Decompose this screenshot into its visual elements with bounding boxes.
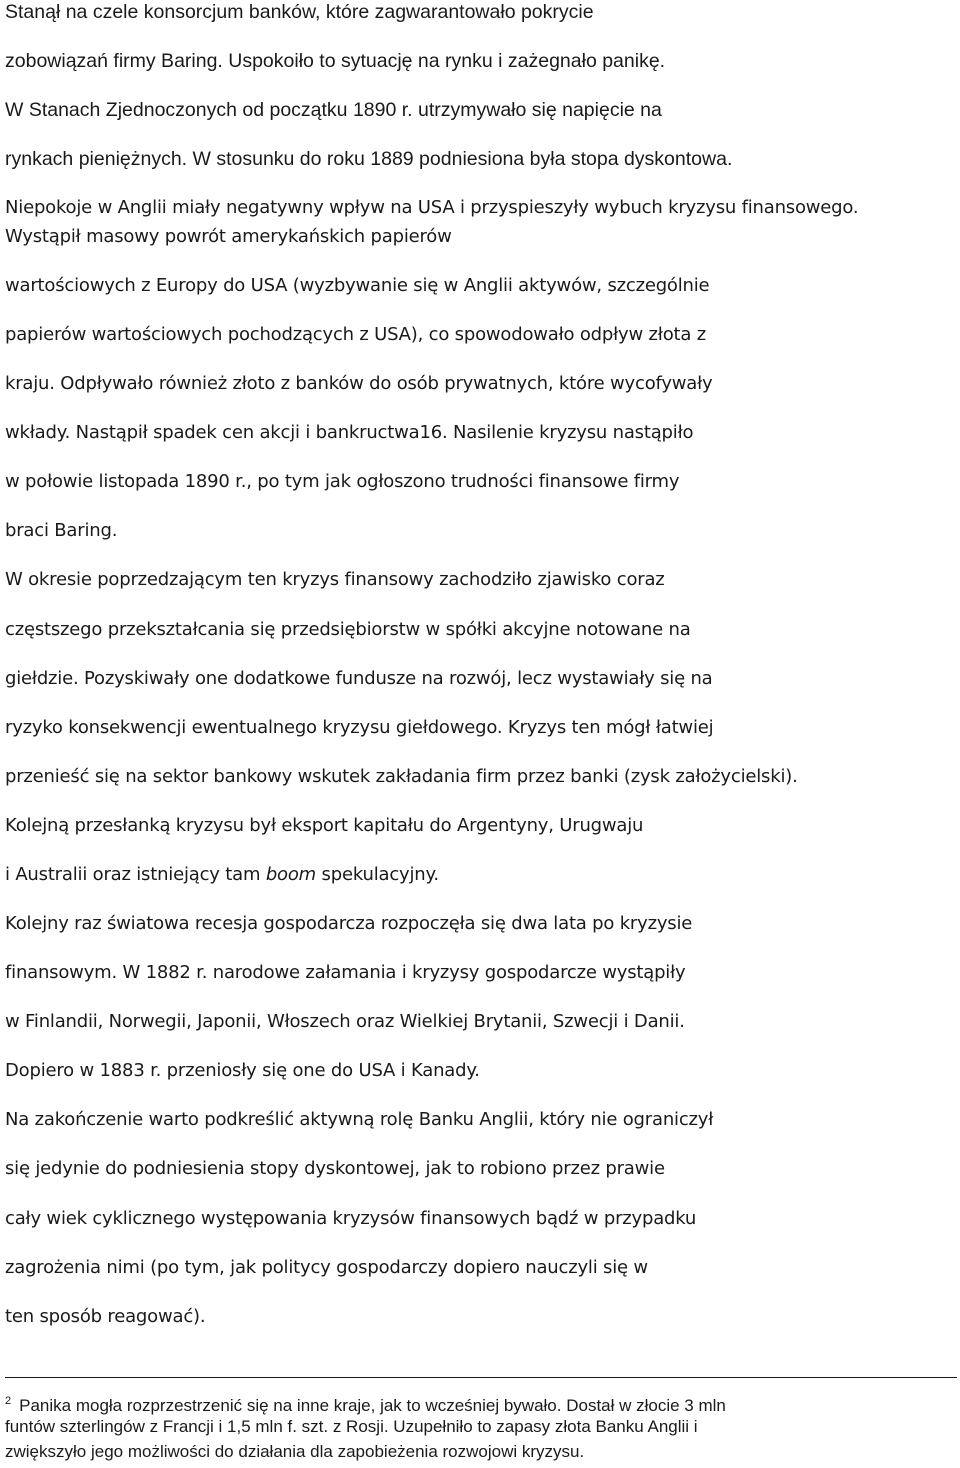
body-line-22: w Finlandii, Norwegii, Japonii, Włoszech oraz Wielkiej Brytanii, Szwecji i Danii.	[5, 1011, 685, 1032]
body-line-8: papierów wartościowych pochodzących z USA), co spowodowało odpływ złota z	[5, 324, 706, 345]
body-line-6: Wystąpił masowy powrót amerykańskich papierów	[5, 226, 452, 247]
body-line-14: częstszego przekształcania się przedsiębiorstw w spółki akcyjne notowane na	[5, 619, 691, 640]
body-line-26: cały wiek cyklicznego występowania kryzysów finansowych bądź w przypadku	[5, 1208, 697, 1229]
body-line-17: przenieść się na sektor bankowy wskutek zakładania firm przez banki (zysk założycielski).	[5, 766, 798, 787]
body-line-28: ten sposób reagować).	[5, 1306, 206, 1327]
footnote-line-1-text: Panika mogła rozprzestrzenić się na inne kraje, jak to wcześniej bywało. Dostał w złocie 3 mln	[19, 1396, 726, 1415]
body-line-4: rynkach pieniężnych. W stosunku do roku 1889 podniesiona była stopa dyskontowa.	[5, 148, 733, 170]
body-line-19-italic-word: boom	[265, 864, 317, 885]
footnote-marker: 2	[5, 1395, 12, 1407]
body-line-3: W Stanach Zjednoczonych od początku 1890 r. utrzymywało się napięcie na	[5, 99, 662, 121]
body-line-10: wkłady. Nastąpił spadek cen akcji i bankructwa16. Nasilenie kryzysu nastąpiło	[5, 422, 694, 443]
body-line-1: Stanął na czele konsorcjum banków, które zagwarantowało pokrycie	[5, 1, 594, 23]
body-line-12: braci Baring.	[5, 520, 118, 541]
body-line-18: Kolejną przesłanką kryzysu był eksport kapitału do Argentyny, Urugwaju	[5, 815, 644, 836]
body-line-16: ryzyko konsekwencji ewentualnego kryzysu giełdowego. Kryzys ten mógł łatwiej	[5, 717, 714, 738]
body-line-19-start: i Australii oraz istniejący tam	[5, 864, 266, 885]
footnote-divider	[5, 1377, 957, 1378]
body-line-19	[5, 863, 439, 887]
footnote-line-3: zwiększyło jego możliwości do działania dla zapobieżenia rozwojowi kryzysu.	[5, 1442, 585, 1461]
body-line-11: w połowie listopada 1890 r., po tym jak ogłoszono trudności finansowe firmy	[5, 471, 680, 492]
body-line-19-end: spekulacyjny.	[316, 864, 439, 885]
body-line-24: Na zakończenie warto podkreślić aktywną rolę Banku Anglii, który nie ograniczył	[5, 1109, 714, 1130]
footnote-line-2: funtów szterlingów z Francji i 1,5 mln f. szt. z Rosji. Uzupełniło to zapasy złota Banku Anglii i	[5, 1417, 698, 1436]
body-line-13: W okresie poprzedzającym ten kryzys finansowy zachodziło zjawisko coraz	[5, 569, 665, 590]
body-line-20: Kolejny raz światowa recesja gospodarcza rozpoczęła się dwa lata po kryzysie	[5, 913, 693, 934]
body-line-21: finansowym. W 1882 r. narodowe załamania i kryzysy gospodarcze wystąpiły	[5, 962, 686, 983]
body-line-25: się jedynie do podniesienia stopy dyskontowej, jak to robiono przez prawie	[5, 1158, 665, 1179]
body-line-7: wartościowych z Europy do USA (wyzbywanie się w Anglii aktywów, szczególnie	[5, 275, 710, 296]
footnote-line-1	[5, 1390, 726, 1417]
body-line-15: giełdzie. Pozyskiwały one dodatkowe fundusze na rozwój, lecz wystawiały się na	[5, 668, 713, 689]
body-line-2: zobowiązań firmy Baring. Uspokoiło to sytuację na rynku i zażegnało panikę.	[5, 50, 666, 72]
body-line-27: zagrożenia nimi (po tym, jak politycy gospodarczy dopiero nauczyli się w	[5, 1257, 648, 1278]
body-line-5: Niepokoje w Anglii miały negatywny wpływ na USA i przyspieszyły wybuch kryzysu finansowego.	[5, 197, 859, 218]
body-line-9: kraju. Odpływało również złoto z banków do osób prywatnych, które wycofywały	[5, 373, 713, 394]
body-line-23: Dopiero w 1883 r. przeniosły się one do USA i Kanady.	[5, 1060, 480, 1081]
